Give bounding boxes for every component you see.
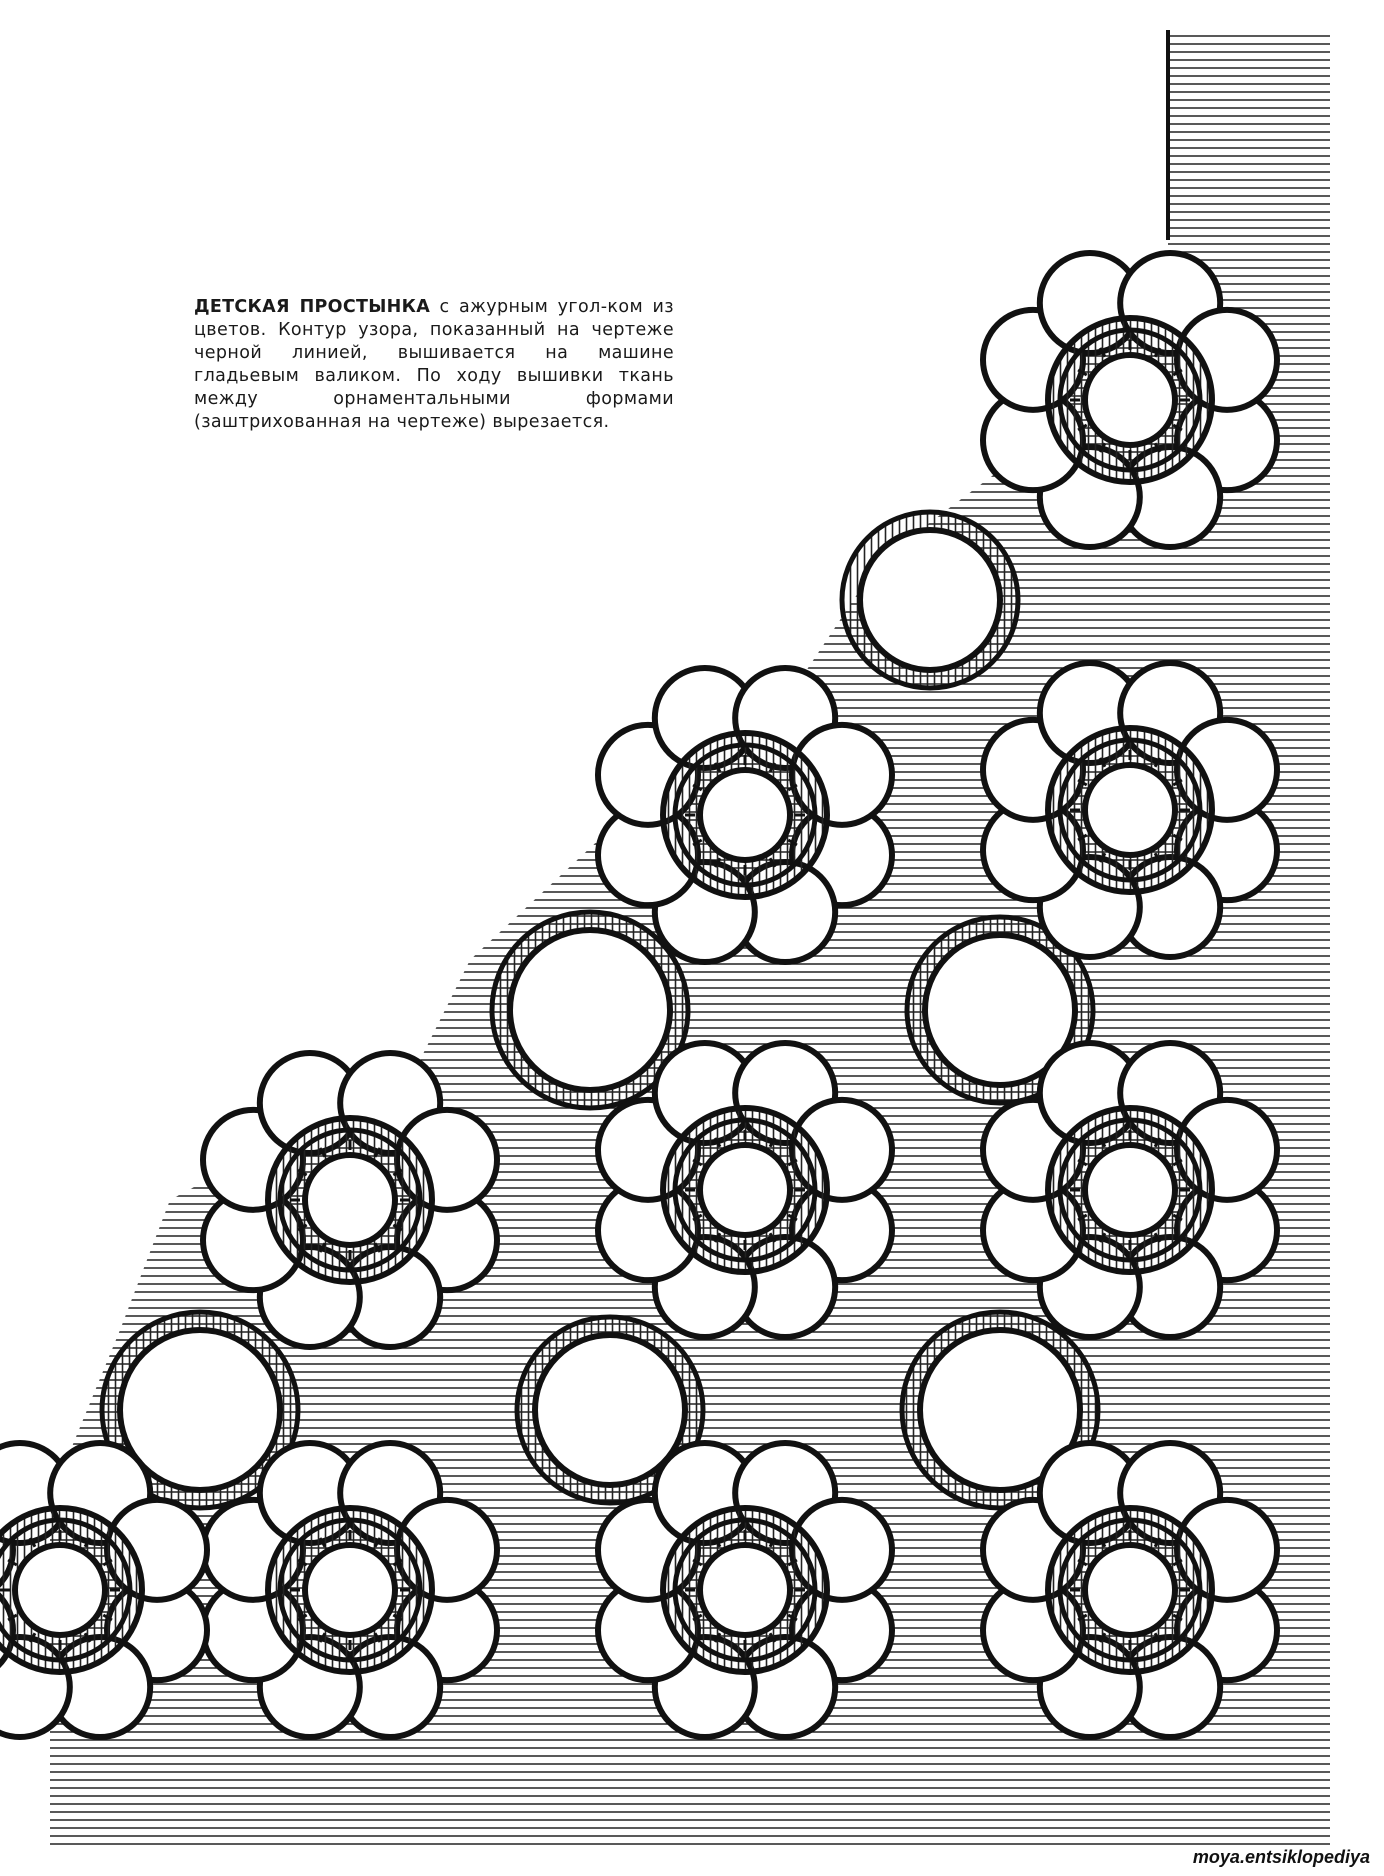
flower-center: [1085, 1145, 1175, 1235]
flower-center: [1085, 765, 1175, 855]
caption-title: ДЕТСКАЯ ПРОСТЫНКА: [194, 297, 431, 317]
flower-center: [305, 1155, 395, 1245]
plain-circle-motif: [860, 530, 1000, 670]
caption-body: с ажурным угол-ком из цветов. Контур узора, показанный на чертеже черной линией, вышивается на машине гладьевым валиком. По ходу вышивки ткань между орнаментальными формами (заштрихованная на чертеже) вырезается.: [194, 297, 675, 432]
flower-center: [15, 1545, 105, 1635]
flower-center: [700, 770, 790, 860]
flower-center: [700, 1545, 790, 1635]
flower-center: [1085, 1545, 1175, 1635]
flower-center: [700, 1145, 790, 1235]
flower-center: [305, 1545, 395, 1635]
plain-circle-motif: [510, 930, 670, 1090]
flower-center: [1085, 355, 1175, 445]
site-watermark: moya.entsiklopediya: [1192, 1847, 1370, 1867]
